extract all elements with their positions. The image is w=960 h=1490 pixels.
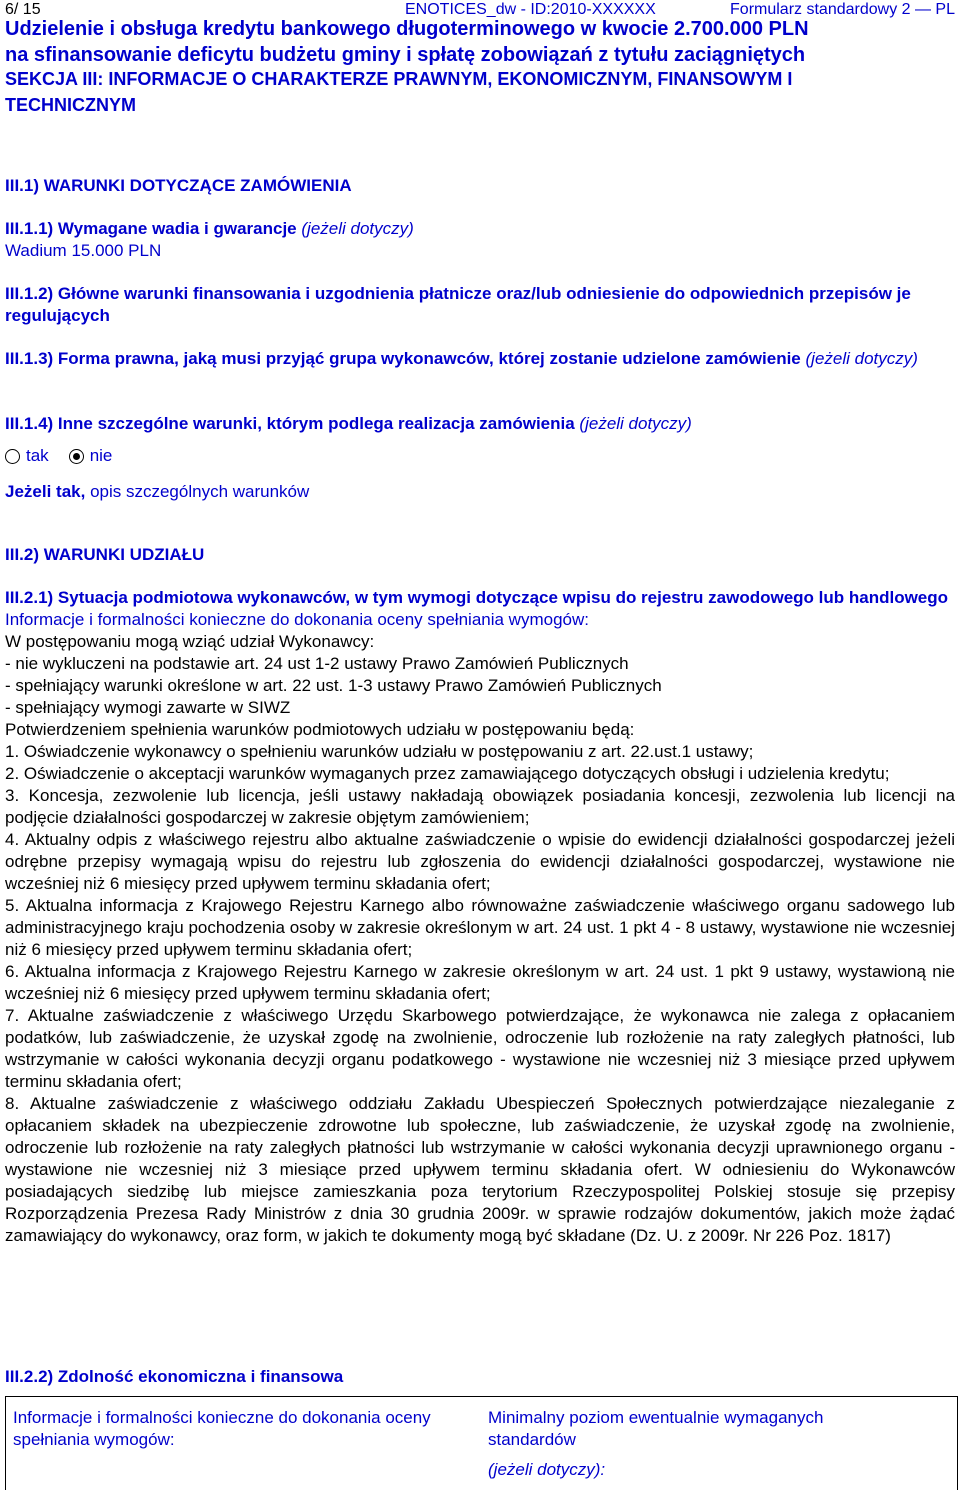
notice-title-line: na sfinansowanie deficytu budżetu gminy i spłatę zobowiązań z tytułu zaciągniętych xyxy=(5,44,806,66)
requirement-line: - nie wykluczeni na podstawie art. 24 ust 1-2 ustawy Prawo Zamówień Publicznych xyxy=(5,654,629,673)
heading-iii-1-3: III.1.3) Forma prawna, jaką musi przyjąć grupa wykonawców, której zostanie udzielone zamówienie xyxy=(5,349,801,368)
radio-yes-label: tak xyxy=(26,446,49,465)
yes-no-radio-group xyxy=(5,445,955,467)
section-iii-1-1 xyxy=(5,218,955,262)
heading-iii-2: III.2) WARUNKI UDZIAŁU xyxy=(5,545,205,564)
requirement-paragraph: 2. Oświadczenie o akceptacji warunków wymaganych przez zamawiającego dotyczących obsługi i udzielenia kredytu; xyxy=(5,764,890,783)
requirement-line: Potwierdzeniem spełnienia warunków podmiotowych udziału w postępowaniu będą: xyxy=(5,720,635,739)
requirement-line: - spełniający wymogi zawarte w SIWZ xyxy=(5,698,291,717)
section-heading-line: TECHNICZNYM xyxy=(5,95,136,115)
note-if-applicable: (jeżeli dotyczy) xyxy=(579,414,692,433)
requirement-line: W postępowaniu mogą wziąć udział Wykonawcy: xyxy=(5,632,375,651)
section-iii-1-4 xyxy=(5,413,955,503)
section-heading xyxy=(5,66,955,118)
section-iii-1-3 xyxy=(5,348,955,370)
notice-title xyxy=(5,16,955,70)
heading-iii-1-4: III.1.4) Inne szczególne warunki, którym podlega realizacja zamówienia xyxy=(5,414,575,433)
if-yes-text: opis szczególnych warunków xyxy=(90,482,310,501)
if-yes-description xyxy=(5,481,955,503)
note-if-applicable: (jeżeli dotyczy) xyxy=(805,349,918,368)
heading-iii-1: III.1) WARUNKI DOTYCZĄCE ZAMÓWIENIA xyxy=(5,176,352,195)
page-number: 6/ 15 xyxy=(5,1,41,18)
notice-title-line: Udzielenie i obsługa kredytu bankowego długoterminowego w kwocie 2.700.000 PLN xyxy=(5,18,809,40)
heading-iii-1-2: III.1.2) Główne warunki finansowania i uzgodnienia płatnicze oraz/lub odniesienie do odpowiednich przepisów je regulujących xyxy=(5,284,911,325)
radio-no-label: nie xyxy=(89,446,113,465)
requirements-info-label: Informacje i formalności konieczne do dokonania oceny spełniania wymogów: xyxy=(5,610,589,629)
if-yes-label: Jeżeli tak, xyxy=(5,482,86,501)
radio-yes[interactable] xyxy=(5,449,20,464)
form-name: Formularz standardowy 2 — PL xyxy=(730,1,955,18)
requirement-line: - spełniający warunki określone w art. 22 ust. 1-3 ustawy Prawo Zamówień Publicznych xyxy=(5,676,662,695)
radio-no[interactable] xyxy=(69,449,84,464)
deposit-value: Wadium 15.000 PLN xyxy=(5,241,162,260)
heading-iii-1-1: III.1.1) Wymagane wadia i gwarancje xyxy=(5,219,297,238)
requirement-paragraph: 7. Aktualne zaświadczenie z właściwego Urzędu Skarbowego potwierdzające, że wykonawca nie zalega z opłacaniem podatków, lub zaświadczenie, że uzyskał zgodę na zwolnienie, odroczenie lub rozłożenie na raty zaległych płatności, lub wstrzymanie w całości wykonania decyzji organu podatkowego - wystawione nie wczesniej niż 3 miesiące przed upływem terminu składania ofert; xyxy=(5,1006,955,1091)
document-id: ENOTICES_dw - ID:2010-XXXXXX xyxy=(405,1,656,18)
section-iii-2-1 xyxy=(5,587,955,1247)
requirement-paragraph: 4. Aktualny odpis z właściwego rejestru albo aktualne zaświadczenie o wpisie do ewidencji działalności gospodarczej jeżeli odrębne przepisy wymagają wpisu do rejestru lub zgłoszenia do ewidencji działalności gospodarczej, wystawione nie wcześniej niż 6 miesięcy przed upływem terminu składania ofert; xyxy=(5,830,955,893)
requirement-line: 1. Oświadczenie wykonawcy o spełnieniu warunków udziału w postępowaniu z art. 22.ust.1 ustawy; xyxy=(5,742,754,761)
standards-column-label: Minimalny poziom ewentualnie wymaganych standardów xyxy=(488,1408,824,1449)
note-if-applicable: (jeżeli dotyczy) xyxy=(301,219,414,238)
standards-column-header xyxy=(488,1407,908,1481)
info-column-header: Informacje i formalności konieczne do dokonania oceny spełniania wymogów: xyxy=(13,1408,431,1449)
requirement-paragraph: 3. Koncesja, zezwolenie lub licencja, jeśli ustawy nakładają obowiązek posiadania koncesji, zezwolenia lub licencji na podjęcie działalności gospodarczej w zakresie objętym zamówieniem; xyxy=(5,786,955,827)
requirement-paragraph: 8. Aktualne zaświadczenie z właściwego oddziału Zakładu Ubespieczeń Społecznych potwierdzające niezaleganie z opłacaniem składek na ubezpieczenie zdrowotne lub społeczne, lub zaświadczenie, że uzyskał zgodę na zwolnienie, odroczenie lub rozłożenie na raty zaległych płatności lub wstrzymanie w całości wykonania decyzji uprawnionego organu - wystawione nie wczesniej niż 3 miesiące przed upływem terminu składania ofert. W odniesieniu do Wykonawców posiadających siedzibę lub miejsce zamieszkania poza terytorium Rzeczypospolitej Polskiej stosuje się przepisy Rozporządzenia Prezesa Rady Ministrów z dnia 30 grudnia 2009r. w sprawie rodzajów dokumentów, jakich może żądać zamawiający do wykonawcy, oraz form, w jakich te dokumenty mogą być składane (Dz. U. z 2009r. Nr 226 Poz. 1817) xyxy=(5,1094,955,1245)
requirement-paragraph: 6. Aktualna informacja z Krajowego Rejestru Karnego w zakresie określonym w art. 24 ust. 1 pkt 9 ustawy, wystawioną nie wcześniej niż 6 miesięcy przed upływem terminu składania ofert; xyxy=(5,962,955,1003)
heading-iii-2-1: III.2.1) Sytuacja podmiotowa wykonawców, w tym wymogi dotyczące wpisu do rejestru zawodowego lub handlowego xyxy=(5,588,949,607)
section-heading-line: SEKCJA III: INFORMACJE O CHARAKTERZE PRAWNYM, EKONOMICZNYM, FINANSOWYM I xyxy=(5,69,793,89)
requirement-paragraph: 5. Aktualna informacja z Krajowego Rejestru Karnego albo równoważne zaświadczenie właściwego organu sadowego lub administracyjnego kraju pochodzenia osoby w zakresie określonym w art. 24 ust. 1 pkt 4 - 8 ustawy, wystawione nie wczesniej niż 6 miesięcy przed upływem terminu składania ofert; xyxy=(5,896,955,959)
economic-capacity-table xyxy=(5,1396,958,1490)
note-if-applicable: (jeżeli dotyczy): xyxy=(488,1460,606,1479)
heading-iii-2-2: III.2.2) Zdolność ekonomiczna i finansowa xyxy=(5,1367,344,1386)
